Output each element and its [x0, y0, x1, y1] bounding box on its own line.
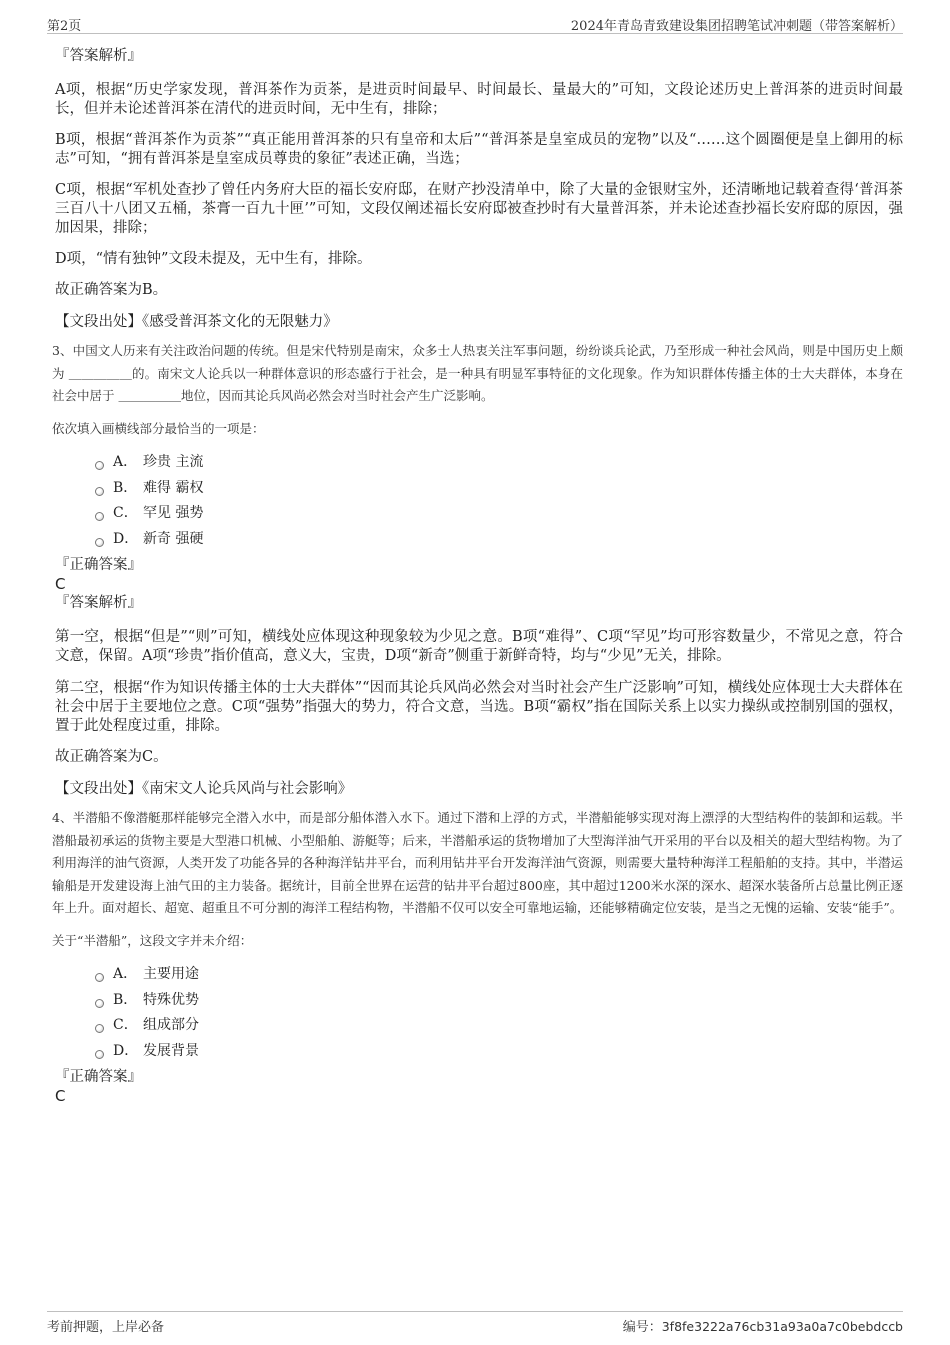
- q3-answer: C: [55, 575, 66, 593]
- q2-analysis-c: C项，根据“军机处查抄了曾任内务府大臣的福长安府邸，在财产抄没清单中，除了大量的金银财宝外，还清晰地记载着查得‘普洱茶三百八十八团又五桶，茶膏一百九十匣’”可知，文段仅阐述福长安府邸被查抄时有大量普洱茶，并未论述查抄福长安府邸的原因，强加因果，排除；: [55, 182, 903, 236]
- radio-icon[interactable]: [95, 1050, 104, 1059]
- q3-analysis-1: 第一空，根据“但是”“则”可知，横线处应体现这种现象较为少见之意。B项“难得”、C项“罕见”均可形容数量少，不常见之意，符合文意，保留。A项“珍贵”指价值高，意义大，宝贵，D项“新奇”侧重于新鲜奇特，均与“少见”无关，排除。: [55, 629, 903, 664]
- radio-icon[interactable]: [95, 512, 104, 521]
- radio-icon[interactable]: [95, 461, 104, 470]
- q3-analysis-label: 『答案解析』: [55, 595, 142, 611]
- q4-option-a[interactable]: A． 主要用途: [95, 965, 903, 984]
- q4-options: [95, 965, 903, 1061]
- radio-icon[interactable]: [95, 1024, 104, 1033]
- radio-icon[interactable]: [95, 973, 104, 982]
- radio-icon[interactable]: [95, 487, 104, 496]
- q4-option-d[interactable]: D． 发展背景: [95, 1042, 903, 1061]
- q3-source: 【文段出处】《南宋文人论兵风尚与社会影响》: [55, 781, 353, 797]
- q3-options: [95, 453, 903, 549]
- q3-conclusion: 故正确答案为C。: [55, 749, 168, 765]
- q2-analysis-label: 『答案解析』: [55, 48, 142, 64]
- document-code-value: 3f8fe3222a76cb31a93a0a7c0bebdccb: [661, 1319, 903, 1334]
- q4-answer: C: [55, 1087, 66, 1105]
- q3-option-d[interactable]: D． 新奇 强硬: [95, 530, 903, 549]
- q3-answer-label: 『正确答案』: [55, 557, 142, 573]
- q3-analysis-2: 第二空，根据“作为知识传播主体的士大夫群体”“因而其论兵风尚必然会对当时社会产生广泛影响”可知，横线处应体现士大夫群体在社会中居于主要地位之意。C项“强势”指强大的势力，符合文意，当选。B项“霸权”指在国际关系上以实力操纵或控制别国的强权，置于此处程度过重，排除。: [55, 680, 903, 734]
- footer-slogan: 考前押题，上岸必备: [47, 1320, 165, 1335]
- q2-analysis-a: A项，根据“历史学家发现，普洱茶作为贡茶，是进贡时间最早、时间最长、量最大的”可知，文段论述历史上普洱茶的进贡时间最长，但并未论述普洱茶在清代的进贡时间，无中生有，排除；: [55, 82, 903, 117]
- q3-prompt: 依次填入画横线部分最恰当的一项是：: [52, 420, 265, 436]
- page-content: [52, 44, 903, 1105]
- page-header: [47, 13, 903, 34]
- radio-icon[interactable]: [95, 999, 104, 1008]
- page-number: 第2页: [47, 19, 82, 34]
- q4-stem: 4、半潜船不像潜艇那样能够完全潜入水中，而是部分船体潜入水下。通过下潜和上浮的方式，半潜船能够实现对海上漂浮的大型结构件的装卸和运载。半潜船最初承运的货物主要是大型港口机械、小型船舶、游艇等；后来，半潜船承运的货物增加了大型海洋油气开采用的平台以及相关的超大型结构物。为了利用海洋的油气资源，人类开发了功能各异的各种海洋钻井平台，而利用钻井平台开发海洋油气资源，则需要大量特种海洋工程船舶的支持。其中，半潜运输船是开发建设海上油气田的主力装备。据统计，目前全世界在运营的钻井平台超过800座，其中超过1200米水深的深水、超深水装备所占总量比例正逐年上升。面对超长、超宽、超重且不可分割的海洋工程结构物，半潜船不仅可以安全可靠地运输，还能够精确定位安装，是当之无愧的运输、安装“能手”。: [52, 810, 903, 915]
- q3-option-c[interactable]: C． 罕见 强势: [95, 504, 903, 523]
- q3-option-a[interactable]: A． 珍贵 主流: [95, 453, 903, 472]
- radio-icon[interactable]: [95, 538, 104, 547]
- q4-option-b[interactable]: B． 特殊优势: [95, 991, 903, 1010]
- q4-option-c[interactable]: C． 组成部分: [95, 1016, 903, 1035]
- q2-analysis-b: B项，根据“普洱茶作为贡茶”“真正能用普洱茶的只有皇帝和太后”“普洱茶是皇室成员的宠物”以及“……这个圆圈便是皇上御用的标志”可知，“拥有普洱茶是皇室成员尊贵的象征”表述正确，当选；: [55, 132, 903, 167]
- page-footer: [47, 1311, 903, 1338]
- q3-option-b[interactable]: B． 难得 霸权: [95, 479, 903, 498]
- q2-conclusion: 故正确答案为B。: [55, 282, 168, 298]
- q4-prompt: 关于“半潜船”，这段文字并未介绍：: [52, 932, 253, 948]
- document-code: [623, 1316, 903, 1335]
- document-title: 2024年青岛青致建设集团招聘笔试冲刺题（带答案解析）: [570, 19, 903, 34]
- q4-answer-label: 『正确答案』: [55, 1069, 142, 1085]
- q2-source: 【文段出处】《感受普洱茶文化的无限魅力》: [55, 314, 338, 330]
- q2-analysis-d: D项，“情有独钟”文段未提及，无中生有，排除。: [55, 251, 372, 267]
- q3-stem: 3、中国文人历来有关注政治问题的传统。但是宋代特别是南宋，众多士人热衷关注军事问题，纷纷谈兵论武，乃至形成一种社会风尚，则是中国历史上颇为 ＿＿＿＿＿的。南宋文人论兵以一种群体意识的形态盛行于社会，是一种具有明显军事特征的文化现象。作为知识群体传播主体的士大夫群体，本身在社会中居于 ＿＿＿＿＿地位，因而其论兵风尚必然会对当时社会产生广泛影响。: [52, 343, 903, 403]
- document-code-label: 编号：: [622, 1320, 662, 1335]
